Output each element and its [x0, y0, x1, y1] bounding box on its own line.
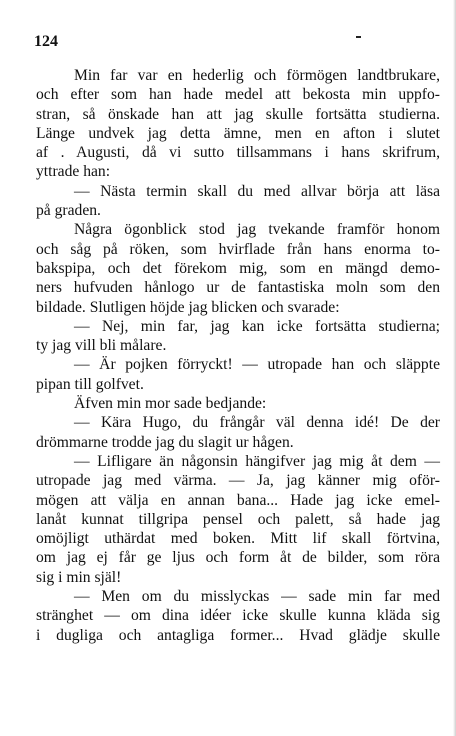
text-line: Länge undvek jag detta ämne, men en afton i slutet — [36, 124, 440, 142]
text-line: utropade jag med värma. — Ja, jag känner mig oför- — [36, 472, 440, 490]
text-line: och såg på röken, som hvirflade från hans enorma to- — [36, 240, 440, 258]
text-line: — Nästa termin skall du med allvar börja att läsa — [74, 182, 440, 200]
text-line: Min far var en hederlig och förmögen landtbrukare, — [74, 67, 440, 84]
text-line: pipan till golfvet. — [36, 375, 144, 393]
page-number: 124 — [34, 33, 58, 50]
text-line: i dugliga och antagliga former... Hvad glädje skulle — [36, 626, 440, 644]
text-line: Äfven min mor sade bedjande: — [74, 395, 267, 413]
text-line: lanåt kunnat tillgripa pensel och palett, så hade jag — [36, 510, 440, 528]
text-line: och efter som han hade medel att bekosta min uppfo- — [36, 86, 440, 104]
text-line: — Nej, min far, jag kan icke fortsätta studierna; — [74, 317, 440, 335]
text-line: — Men om du misslyckas — sade min far med — [74, 588, 440, 606]
text-line: sig i min själ! — [36, 568, 122, 586]
text-line: på graden. — [36, 202, 101, 220]
text-line: bildade. Slutligen höjde jag blicken och svarade: — [36, 298, 340, 316]
text-line: ners hufvuden hånlogo ur de fantastiska moln som den — [36, 279, 440, 297]
text-line: Några ögonblick stod jag tvekande framför honom — [74, 221, 440, 239]
text-line: omöjligt uthärdat med boken. Mitt lif skall förtvina, — [36, 530, 440, 548]
text-line: drömmarne trodde jag du slagit ur hågen. — [36, 433, 294, 451]
text-line: mögen att välja en annan bana... Hade jag icke emel- — [36, 491, 440, 509]
text-line: af . Augusti, då vi sutto tillsammans i hans skrifrum, — [36, 144, 440, 162]
text-line: bakspipa, och det förekom mig, som en mängd demo- — [36, 259, 440, 277]
text-line: ty jag vill bli målare. — [36, 337, 167, 355]
print-mark — [356, 36, 361, 38]
text-line: stränghet — om dina idéer icke skulle kunna kläda sig — [36, 607, 440, 625]
body-text — [36, 66, 440, 645]
text-line: — Är pojken förryckt! — utropade han och släppte — [74, 356, 440, 374]
text-line: yttrade han: — [36, 163, 111, 181]
text-line: stran, så önskade han att jag skulle fortsätta studierna. — [36, 105, 440, 123]
text-line: — Kära Hugo, du frångår väl denna idé! De der — [74, 414, 440, 432]
text-line: om jag ej får ge ljus och form åt de bilder, som röra — [36, 549, 440, 567]
text-line: — Lifligare än någonsin hängifver jag mig åt dem — — [74, 452, 440, 470]
